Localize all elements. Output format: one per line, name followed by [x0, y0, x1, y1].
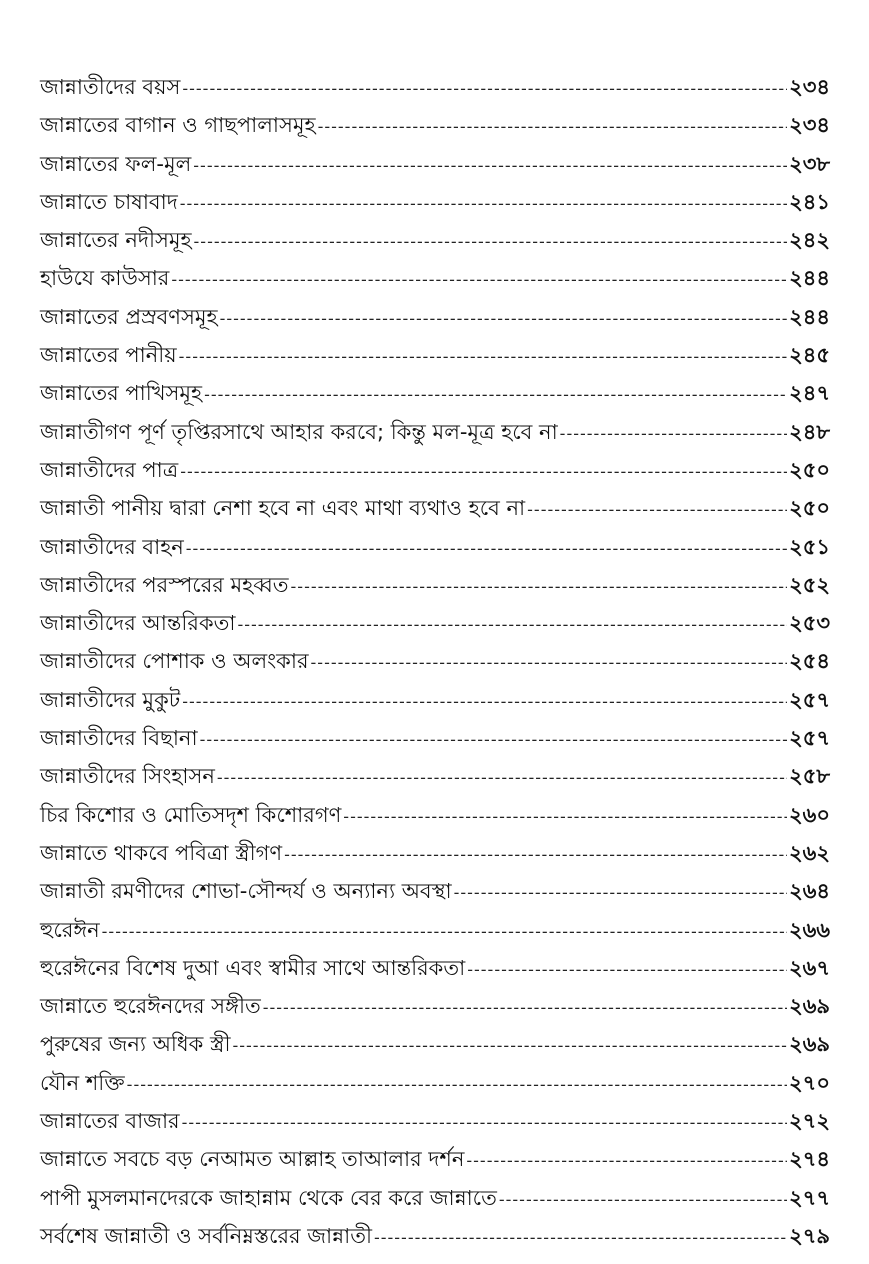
entry-title: জান্নাতী পানীয় দ্বারা নেশা হবে না এবং মাথা ব্যথাও হবে না	[40, 496, 526, 521]
page-number: ২৫৭	[789, 726, 830, 751]
dot-leader	[182, 70, 787, 108]
page-number: ২৬৪	[789, 879, 830, 904]
page-number: ২৩৪	[789, 113, 830, 138]
page-number: ২৬৭	[789, 955, 830, 980]
dot-leader	[220, 300, 788, 338]
page-number: ২৬৯	[789, 994, 830, 1019]
dot-leader	[193, 147, 787, 185]
toc-entry	[40, 1217, 830, 1255]
toc-entry	[40, 145, 830, 183]
entry-title: যৌন শক্তি	[40, 1070, 125, 1095]
entry-title: হুরেঈনের বিশেষ দুআ এবং স্বামীর সাথে আন্তরিকতা	[40, 955, 466, 980]
dot-leader	[127, 1066, 787, 1104]
entry-title: পাপী মুসলমানদেরকে জাহান্নাম থেকে বের করে জান্নাতে	[40, 1185, 497, 1210]
page-number: ২৫৩	[789, 611, 830, 636]
toc-entry	[40, 298, 830, 336]
page-number: ২৫২	[789, 572, 830, 597]
dot-leader	[374, 1219, 787, 1257]
entry-title: জান্নাতে হুরেঈনদের সঙ্গীত	[40, 994, 261, 1019]
dot-leader	[217, 759, 787, 797]
toc-entry	[40, 642, 830, 680]
toc-entry	[40, 872, 830, 910]
toc-entry	[40, 489, 830, 527]
toc-entry	[40, 1179, 830, 1217]
toc-entry	[40, 183, 830, 221]
toc-entry	[40, 681, 830, 719]
dot-leader	[182, 683, 787, 721]
toc-entry	[40, 566, 830, 604]
dot-leader	[171, 261, 787, 299]
entry-title: হুরেঈন	[40, 917, 100, 942]
page-number: ২৪২	[789, 228, 830, 253]
entry-title: জান্নাতীদের পাত্র	[40, 457, 179, 482]
page-number: ২৪৪	[789, 266, 830, 291]
page-number: ২৭৯	[789, 1223, 830, 1248]
table-of-contents	[40, 68, 830, 1255]
toc-entry	[40, 604, 830, 642]
dot-leader	[466, 1142, 787, 1180]
dot-leader	[182, 1104, 787, 1142]
dot-leader	[204, 376, 787, 414]
page-number: ২৬৬	[789, 917, 830, 942]
dot-leader	[343, 798, 787, 836]
dot-leader	[180, 185, 787, 223]
toc-entry	[40, 413, 830, 451]
entry-title: জান্নাতীদের পরস্পরের মহব্বত	[40, 572, 289, 597]
toc-entry	[40, 1102, 830, 1140]
toc-entry	[40, 949, 830, 987]
page-number: ২৭২	[789, 1109, 830, 1134]
page-number: ২৬২	[789, 840, 830, 865]
entry-title: জান্নাতীদের বাহন	[40, 534, 184, 559]
page-number: ২৪৮	[789, 419, 830, 444]
toc-entry	[40, 259, 830, 297]
page-number: ২৪৭	[789, 381, 830, 406]
dot-leader	[318, 108, 787, 146]
dot-leader	[467, 951, 787, 989]
dot-leader	[179, 338, 787, 376]
page-number: ২৫৪	[789, 649, 830, 674]
toc-entry	[40, 834, 830, 872]
entry-title: সর্বশেষ জান্নাতী ও সর্বনিম্নস্তরের জান্নাতী	[40, 1223, 372, 1248]
dot-leader	[194, 223, 788, 261]
page-number: ২৩৮	[789, 151, 830, 176]
toc-entry	[40, 987, 830, 1025]
page-number: ২৭৪	[789, 1147, 830, 1172]
toc-entry	[40, 1025, 830, 1063]
page-number: ২৫১	[789, 534, 830, 559]
entry-title: জান্নাতে চাষাবাদ	[40, 189, 178, 214]
toc-entry	[40, 796, 830, 834]
page-number: ২৫৮	[789, 764, 830, 789]
entry-title: জান্নাতের বাগান ও গাছপালাসমূহ	[40, 113, 316, 138]
dot-leader	[560, 415, 787, 453]
page-number: ২৫০	[789, 496, 830, 521]
toc-entry	[40, 911, 830, 949]
entry-title: জান্নাতে থাকবে পবিত্রা স্ত্রীগণ	[40, 840, 283, 865]
entry-title: জান্নাতের পাখিসমূহ	[40, 381, 203, 406]
entry-title: জান্নাতীদের আন্তরিকতা	[40, 611, 236, 636]
page-number: ২৭০	[789, 1070, 830, 1095]
toc-entry	[40, 451, 830, 489]
dot-leader	[454, 874, 787, 912]
dot-leader	[232, 1027, 787, 1065]
entry-title: জান্নাতের নদীসমূহ	[40, 228, 192, 253]
toc-entry	[40, 106, 830, 144]
entry-title: জান্নাতীদের মুকুট	[40, 687, 181, 712]
entry-title: জান্নাতের প্রস্রবণসমূহ	[40, 304, 218, 329]
entry-title: জান্নাতে সবচে বড় নেআমত আল্লাহ তাআলার দর্শন	[40, 1147, 465, 1172]
toc-entry	[40, 757, 830, 795]
entry-title: জান্নাতের পানীয়	[40, 343, 177, 368]
page-number: ২৬০	[789, 802, 830, 827]
dot-leader	[180, 453, 787, 491]
page-number: ২৩৪	[789, 75, 830, 99]
entry-title: জান্নাতীদের পোশাক ও অলংকার	[40, 649, 309, 674]
dot-leader	[102, 913, 787, 951]
dot-leader	[284, 836, 787, 874]
dot-leader	[237, 606, 787, 644]
dot-leader	[200, 721, 788, 759]
dot-leader	[263, 989, 787, 1027]
toc-entry	[40, 374, 830, 412]
page-number: ২৫৭	[789, 687, 830, 712]
page-number: ২৪৫	[789, 343, 830, 368]
toc-entry	[40, 1140, 830, 1178]
entry-title: জান্নাতীদের বিছানা	[40, 726, 198, 751]
entry-title: চির কিশোর ও মোতিসদৃশ কিশোরগণ	[40, 802, 342, 827]
entry-title: জান্নাতের বাজার	[40, 1109, 180, 1134]
entry-title: হাউযে কাউসার	[40, 266, 170, 291]
dot-leader	[186, 530, 787, 568]
page-number: ২৬৯	[789, 1032, 830, 1057]
toc-entry	[40, 68, 830, 106]
entry-title: জান্নাতীদের বয়স	[40, 75, 181, 99]
toc-entry	[40, 336, 830, 374]
entry-title: জান্নাতী রমণীদের শোভা-সৌন্দর্য ও অন্যান্য অবস্থা	[40, 879, 452, 904]
toc-entry	[40, 221, 830, 259]
page-number: ২৫০	[789, 457, 830, 482]
dot-leader	[311, 644, 788, 682]
toc-entry	[40, 719, 830, 757]
dot-leader	[527, 491, 787, 529]
dot-leader	[499, 1181, 787, 1219]
entry-title: জান্নাতের ফল-মূল	[40, 151, 192, 176]
entry-title: পুরুষের জন্য অধিক স্ত্রী	[40, 1032, 231, 1057]
dot-leader	[291, 568, 788, 606]
entry-title: জান্নাতীগণ পূর্ণ তৃপ্তিরসাথে আহার করবে; কিন্তু মল-মূত্র হবে না	[40, 419, 558, 444]
page-number: ২৪৪	[789, 304, 830, 329]
page-number: ২৭৭	[789, 1185, 830, 1210]
toc-entry	[40, 1064, 830, 1102]
page-number: ২৪১	[789, 189, 830, 214]
toc-entry	[40, 528, 830, 566]
entry-title: জান্নাতীদের সিংহাসন	[40, 764, 215, 789]
